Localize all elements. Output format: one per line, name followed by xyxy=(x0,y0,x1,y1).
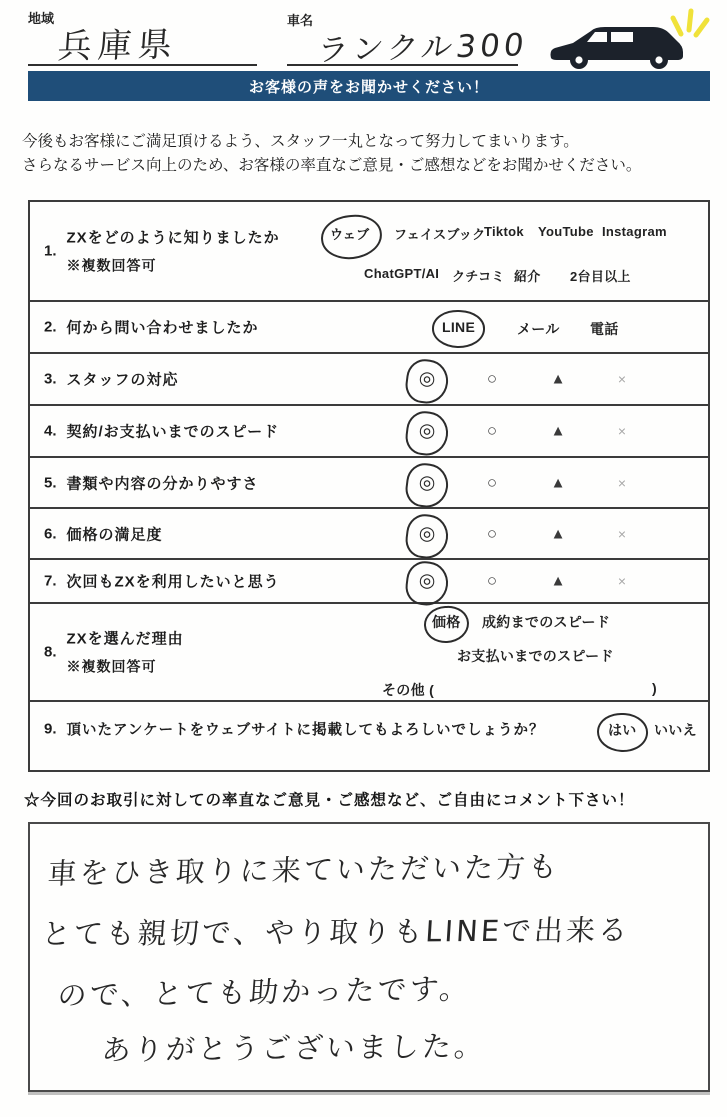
q1-note: ※複数回答可 xyxy=(66,257,157,274)
q7-rating-poor: × xyxy=(617,573,627,589)
q2-option-phone: 電話 xyxy=(590,321,619,337)
q1-option-web-circled: ウェブ xyxy=(330,224,369,243)
region-handwritten-value: 兵庫県 xyxy=(56,24,180,68)
question-row-6 xyxy=(30,509,708,560)
car-name-handwritten-value: ランクル300 xyxy=(315,27,530,69)
q1-option-tiktok: Tiktok xyxy=(484,224,524,239)
q1-option-second-car: 2台目以上 xyxy=(570,269,631,284)
survey-table xyxy=(28,200,710,772)
q7-rating-excellent-circled: ◎ xyxy=(412,570,442,593)
q8-option-payment-speed: お支払いまでのスピード xyxy=(457,648,614,664)
car-name-underline xyxy=(287,64,518,66)
q6-text: 価格の満足度 xyxy=(66,526,163,543)
q2-option-line-circled: LINE xyxy=(442,319,476,335)
q7-rating-fair: ▲ xyxy=(550,572,566,590)
question-row-9 xyxy=(30,702,708,756)
q1-option-facebook: フェイスブック xyxy=(394,227,486,242)
q4-number: 4. xyxy=(44,422,57,440)
q8-option-other-close-paren: ) xyxy=(652,680,657,696)
q5-rating-poor: × xyxy=(617,474,627,491)
q1-option-youtube: YouTube xyxy=(538,224,594,239)
q4-text: 契約/お支払いまでのスピード xyxy=(66,423,280,441)
q9-number: 9. xyxy=(44,720,57,738)
question-row-4 xyxy=(30,406,708,458)
q6-rating-good: ○ xyxy=(486,523,498,543)
q3-rating-poor: × xyxy=(617,371,627,387)
question-row-2 xyxy=(30,302,708,354)
q2-option-mail: メール xyxy=(517,321,560,337)
question-row-7 xyxy=(30,560,708,604)
region-label: 地域 xyxy=(28,11,55,26)
q5-text: 書類や内容の分かりやすさ xyxy=(66,475,259,492)
question-row-8 xyxy=(30,604,708,702)
question-row-1 xyxy=(30,202,708,302)
q8-text: ZXを選んだ理由 xyxy=(66,630,184,648)
q4-rating-excellent-circled: ◎ xyxy=(412,420,442,443)
q4-rating-fair: ▲ xyxy=(550,422,566,440)
q9-text: 頂いたアンケートをウェブサイトに掲載してもよろしいでしょうか？ xyxy=(66,722,545,739)
q5-rating-good: ○ xyxy=(486,472,498,492)
intro-line-2: さらなるサービス向上のため、お客様の率直なご意見・ご感想などをお聞かせください。 xyxy=(22,157,642,175)
comment-handwritten-line-1: 車をひき取りに来ていただいた方も xyxy=(46,849,562,891)
q3-rating-fair: ▲ xyxy=(550,370,566,388)
q8-option-other-label: その他 ( xyxy=(382,682,435,698)
q2-number: 2. xyxy=(44,318,57,336)
suv-car-icon xyxy=(543,6,713,72)
q1-text: ZXをどのように知りましたか xyxy=(66,229,280,247)
car-name-label: 車名 xyxy=(287,13,314,28)
q7-text: 次回もZXを利用したいと思う xyxy=(66,573,280,591)
q2-text: 何から問い合わせましたか xyxy=(66,319,259,337)
q8-number: 8. xyxy=(44,643,57,661)
q1-option-kuchikomi: クチコミ xyxy=(452,269,505,284)
q9-option-yes-circled: はい xyxy=(608,722,637,738)
q3-rating-excellent-circled: ◎ xyxy=(412,368,442,391)
comment-handwritten-line-2: とても親切で、やり取りもLINEで出来る xyxy=(40,912,632,952)
q5-number: 5. xyxy=(44,474,57,491)
q6-number: 6. xyxy=(44,525,57,542)
q1-option-instagram: Instagram xyxy=(602,224,667,239)
q3-number: 3. xyxy=(44,370,57,388)
q1-option-shoukai: 紹介 xyxy=(514,269,541,284)
banner-title: お客様の声をお聞かせください！ xyxy=(28,71,710,101)
question-row-5 xyxy=(30,458,708,509)
q5-rating-excellent-circled: ◎ xyxy=(412,471,442,494)
q7-rating-good: ○ xyxy=(486,571,498,590)
comment-handwritten-line-4: ありがとうございました。 xyxy=(100,1028,488,1068)
q4-rating-good: ○ xyxy=(486,421,498,440)
q3-rating-good: ○ xyxy=(486,369,498,388)
q6-rating-poor: × xyxy=(617,525,627,542)
q3-text: スタッフの対応 xyxy=(66,371,179,389)
q1-number: 1. xyxy=(44,242,57,260)
q8-option-closing-speed: 成約までのスピード xyxy=(482,614,611,630)
sparkle-lines-icon xyxy=(673,11,707,35)
question-row-3 xyxy=(30,354,708,406)
comment-handwritten-line-3: ので、とても助かったです。 xyxy=(56,971,473,1013)
q9-option-no: いいえ xyxy=(654,722,697,738)
comment-prompt: ☆今回のお取引に対しての率直なご意見・ご感想など、ご自由にコメント下さい！ xyxy=(24,792,635,809)
q6-rating-fair: ▲ xyxy=(550,525,566,542)
q8-option-price-circled: 価格 xyxy=(432,614,461,630)
q5-rating-fair: ▲ xyxy=(550,474,566,491)
intro-paragraph xyxy=(22,130,641,178)
intro-line-1: 今後もお客様にご満足頂けるよう、スタッフ一丸となって努力してまいります。 xyxy=(22,133,579,150)
q8-note: ※複数回答可 xyxy=(66,658,157,675)
region-underline xyxy=(28,64,257,66)
q6-rating-excellent-circled: ◎ xyxy=(412,522,442,545)
q4-rating-poor: × xyxy=(617,423,627,439)
comment-box xyxy=(28,822,710,1092)
q7-number: 7. xyxy=(44,572,57,590)
q1-option-chatgpt-ai: ChatGPT/AI xyxy=(364,266,440,281)
